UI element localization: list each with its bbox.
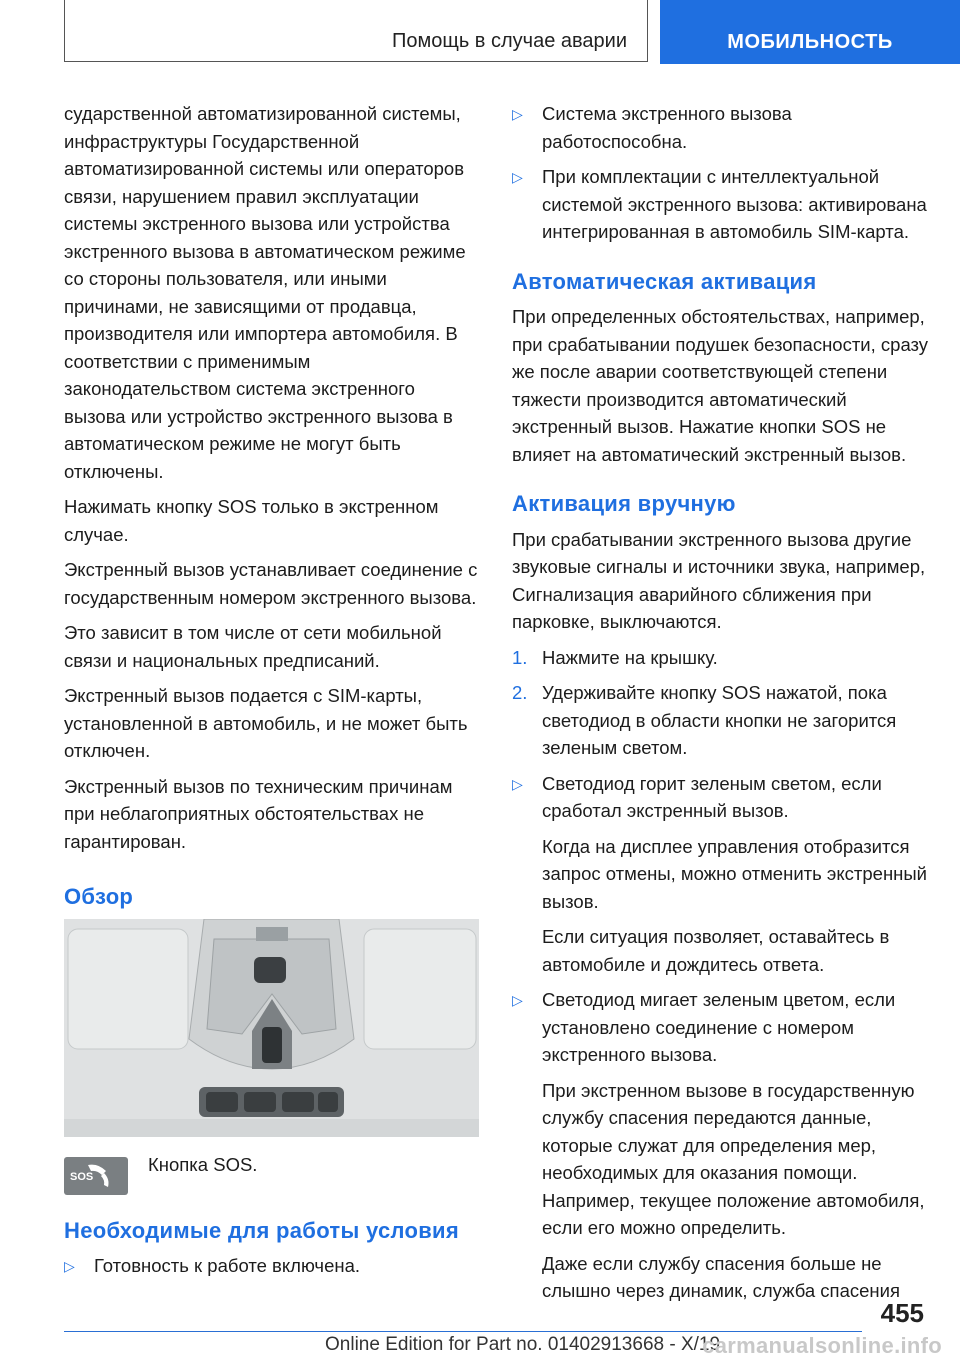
paragraph: Экстренный вызов подается с SIM-карты, установленной в автомобиль, и не может быть отключен. [64, 685, 468, 761]
heading-conditions: Необходимые для работы условия [64, 1217, 459, 1243]
sos-icon-text: SOS [70, 1171, 94, 1183]
paragraph: Экстренный вызов устанавливает соединение с государственным номером экстренного вызова. [64, 559, 478, 608]
sub-paragraph: Даже если службу спасения больше не слышно через динамик, служба спасения [542, 1252, 900, 1301]
triangle-right-icon: ▷ [512, 992, 523, 1008]
roof-console-photo [64, 919, 479, 1137]
paragraph: сударственной автоматизированной системы, инфраструктуры Государственной автоматизированной системы или операторов связи, нарушением правил эксплуатации системы экстренного вызова или устройства экстренного вызова в автоматическом режиме со стороны пользователя, или иными причинами, не зависящими от продавца, производителя или импортера автомобиля. В соответствии с применимым законодательством система экстренного вызова или устройство экстренного вызова в автоматическом режиме не могут быть отключены. [64, 103, 466, 482]
watermark: carmanualsonline.info [702, 1333, 942, 1358]
paragraph: Нажимать кнопку SOS только в экстренном случае. [64, 496, 439, 545]
triangle-right-icon: ▷ [64, 1258, 75, 1274]
heading-overview: Обзор [64, 884, 134, 909]
roof-console-illustration [64, 919, 479, 1137]
triangle-right-icon: ▷ [512, 169, 523, 185]
paragraph: Это зависит в том числе от сети мобильной связи и национальных предписаний. [64, 622, 442, 671]
list-item [512, 770, 932, 825]
list-item-text: Готовность к работе включена. [94, 1255, 361, 1276]
heading-auto-activation: Автоматическая активация [512, 268, 817, 294]
list-item [512, 163, 932, 246]
edition-note: Online Edition for Part no. 01402913668 - X/19 [325, 1334, 721, 1355]
step-text: Удерживайте кнопку SOS нажатой, пока светодиод в области кнопки не загорится зеленым светом. [542, 682, 897, 758]
sub-paragraph: Если ситуация позволяет, оставайтесь в автомобиле и дождитесь ответа. [542, 926, 890, 975]
list-item [64, 1252, 479, 1280]
sos-legend-row [64, 1151, 479, 1195]
sos-button-icon [64, 1157, 128, 1195]
right-column [512, 100, 932, 1313]
list-item-text: Система экстренного вызова работоспособна. [542, 103, 792, 152]
sub-paragraph: Когда на дисплее управления отобразится запрос отмены, можно отменить экстренный вызов. [542, 835, 928, 912]
step-text: Нажмите на крышку. [542, 646, 718, 668]
list-item-text: При комплектации с интеллектуальной системой экстренного вызова: активирована интегрированная в автомобиль SIM-карта. [542, 166, 927, 242]
list-item-text: Светодиод горит зеленым светом, если сработал экстренный вызов. [542, 772, 882, 821]
heading-manual-activation: Активация вручную [512, 491, 736, 516]
page-number: 455 [880, 1298, 924, 1328]
step-item [512, 644, 932, 672]
triangle-right-icon: ▷ [512, 775, 523, 792]
sos-caption: Кнопка SOS. [148, 1153, 258, 1175]
step-number: 1. [512, 646, 528, 668]
paragraph: Экстренный вызов по техническим причинам при неблагоприятных обстоятельствах не гарантирован. [64, 775, 453, 852]
footer-divider [64, 1331, 862, 1332]
paragraph: При срабатывании экстренного вызова другие звуковые сигналы и источники звука, например, Сигнализация аварийного сближения при парковке, выключаются. [512, 528, 926, 632]
header-frame [64, 0, 648, 62]
step-item [512, 679, 932, 762]
chapter-tab[interactable]: МОБИЛЬНОСТЬ [660, 0, 960, 64]
paragraph: При определенных обстоятельствах, например, при срабатывании подушек безопасности, сразу же после аварии соответствующей степени тяжести производится автоматический экстренный вызов. Нажатие кнопки SOS не влияет на автоматический экстренный вызов. [512, 306, 929, 465]
list-item [512, 986, 932, 1069]
step-number: 2. [512, 682, 528, 703]
sub-paragraph: При экстренном вызове в государственную службу спасения передаются данные, которые служат для определения мер, необходимых для оказания помощи. Например, текущее положение автомобиля, если его можно определить. [542, 1079, 925, 1238]
section-title: Помощь в случае аварии [392, 30, 627, 52]
left-column [64, 100, 479, 1288]
triangle-right-icon: ▷ [512, 106, 523, 122]
list-item [512, 100, 932, 155]
list-item-text: Светодиод мигает зеленым цветом, если установлено соединение с номером экстренного вызова. [542, 989, 896, 1065]
